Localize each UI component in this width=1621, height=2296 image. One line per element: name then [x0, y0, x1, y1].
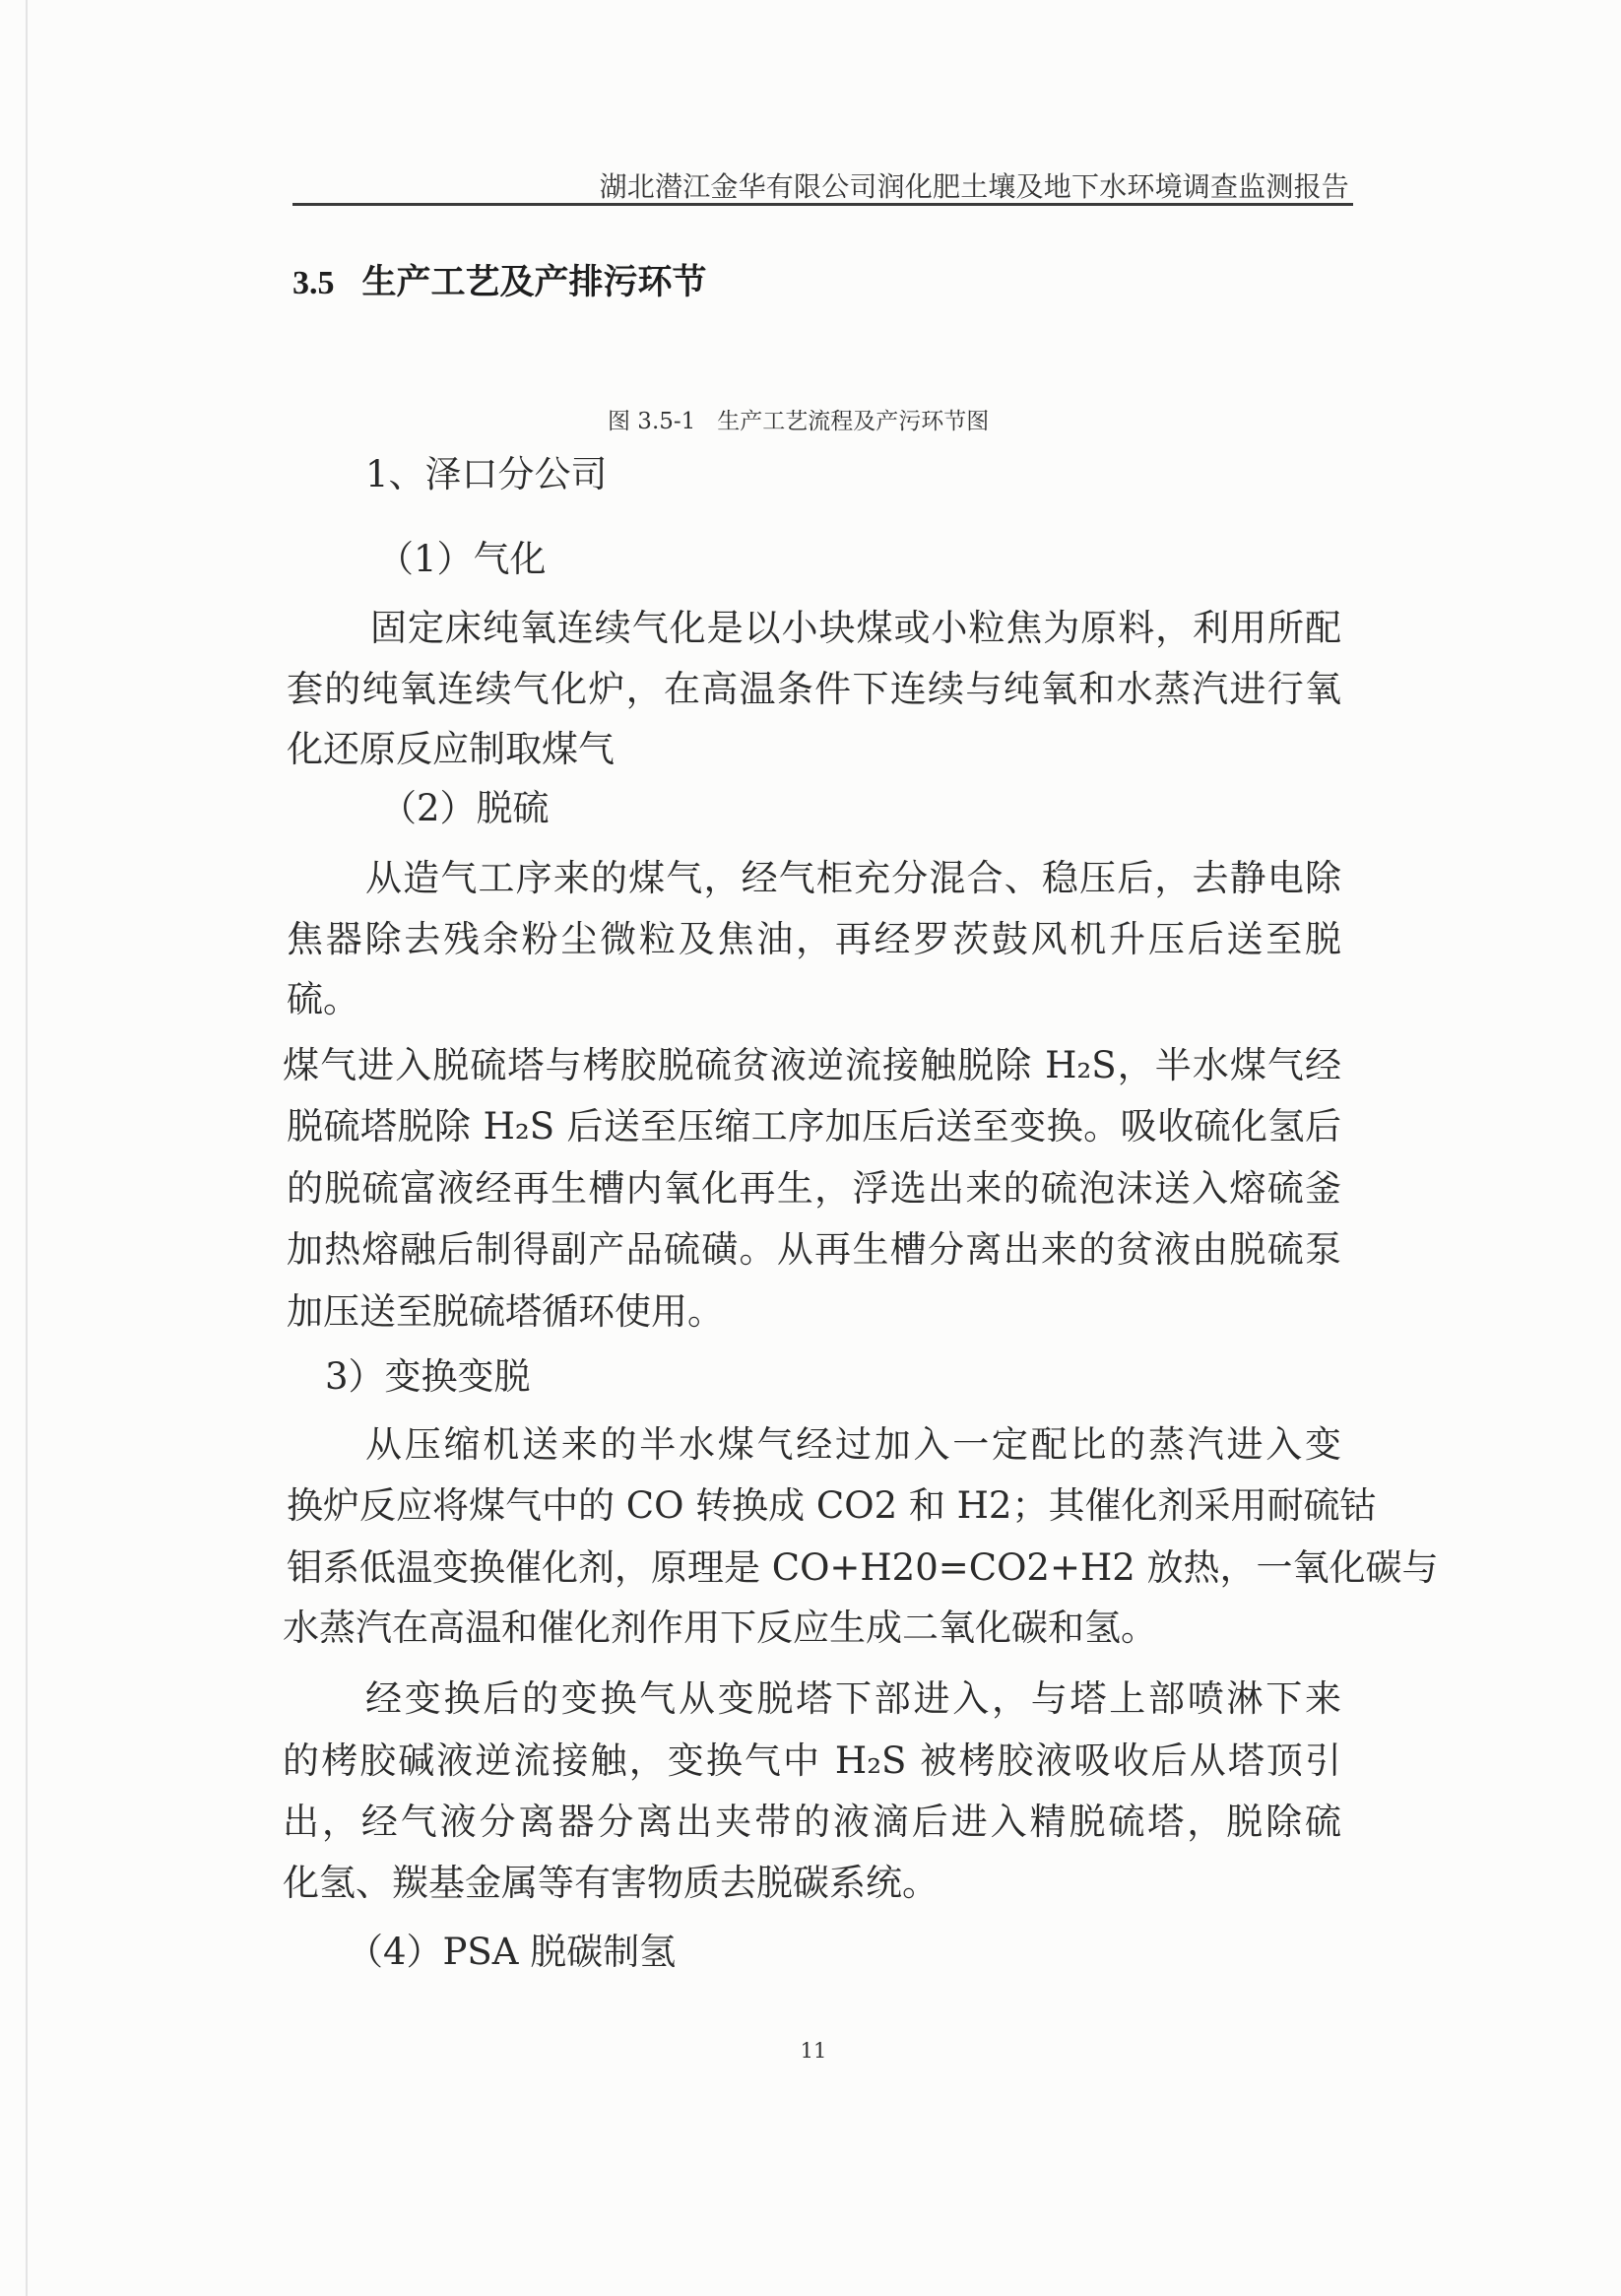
- paragraph-line: 出，经气液分离器分离出夹带的液滴后进入精脱硫塔，脱除硫: [283, 1801, 1341, 1843]
- step-heading-desulfurization: （2）脱硫: [380, 787, 550, 829]
- paragraph-line: 的脱硫富液经再生槽内氧化再生，浮选出来的硫泡沫送入熔硫釜: [287, 1167, 1341, 1210]
- paragraph-line: 加压送至脱硫塔循环使用。: [287, 1290, 724, 1333]
- page-number: 11: [800, 2039, 827, 2063]
- paragraph-line: 钼系低温变换催化剂，原理是 CO+H20=CO2+H2 放热，一氧化碳与: [287, 1546, 1439, 1589]
- figure-caption-text: 生产工艺流程及产污环节图: [717, 409, 990, 434]
- paragraph-line: 脱硫塔脱除 H₂S 后送至压缩工序加压后送至变换。吸收硫化氢后: [287, 1105, 1341, 1148]
- paragraph-line: 从造气工序来的煤气，经气柜充分混合、稳压后，去静电除: [365, 857, 1341, 899]
- section-title: 生产工艺及产排污环节: [361, 263, 707, 302]
- step-heading-psa: （4）PSA 脱碳制氢: [347, 1931, 677, 1973]
- paragraph-line: 化还原反应制取煤气: [287, 728, 615, 770]
- header-rule: [292, 203, 1353, 206]
- step-heading-gasification: （1）气化: [377, 538, 547, 580]
- paragraph-line: 的栲胶碱液逆流接触，变换气中 H₂S 被栲胶液吸收后从塔顶引: [283, 1739, 1341, 1782]
- paragraph-line: 煤气进入脱硫塔与栲胶脱硫贫液逆流接触脱除 H₂S，半水煤气经: [283, 1044, 1341, 1086]
- section-heading: [292, 262, 707, 309]
- paragraph-line: 从压缩机送来的半水煤气经过加入一定配比的蒸汽进入变: [365, 1423, 1341, 1466]
- paragraph-line: 硫。: [287, 978, 359, 1020]
- running-header-title: 湖北潜江金华有限公司润化肥土壤及地下水环境调查监测报告: [599, 170, 1349, 203]
- step-heading-shift: 3）变换变脱: [325, 1355, 531, 1398]
- paragraph-line: 固定床纯氧连续气化是以小块煤或小粒焦为原料，利用所配: [370, 607, 1341, 649]
- section-number: 3.5: [292, 265, 335, 301]
- paragraph-line: 加热熔融后制得副产品硫磺。从再生槽分离出来的贫液由脱硫泵: [287, 1228, 1341, 1271]
- figure-caption: [608, 408, 989, 435]
- figure-label: 图 3.5-1: [608, 409, 696, 434]
- branch-heading: 1、泽口分公司: [365, 453, 608, 495]
- scan-edge-shadow: [26, 0, 28, 2296]
- paragraph-line: 经变换后的变换气从变脱塔下部进入，与塔上部喷淋下来: [365, 1677, 1341, 1720]
- paragraph-line: 水蒸汽在高温和催化剂作用下反应生成二氧化碳和氢。: [283, 1607, 1157, 1649]
- paragraph-line: 化氢、羰基金属等有害物质去脱碳系统。: [283, 1862, 939, 1904]
- paragraph-line: 套的纯氧连续气化炉，在高温条件下连续与纯氧和水蒸汽进行氧: [287, 668, 1341, 710]
- paragraph-line: 焦器除去残余粉尘微粒及焦油，再经罗茨鼓风机升压后送至脱: [287, 918, 1341, 960]
- paragraph-line: 换炉反应将煤气中的 CO 转换成 CO2 和 H2；其催化剂采用耐硫钴: [287, 1484, 1377, 1527]
